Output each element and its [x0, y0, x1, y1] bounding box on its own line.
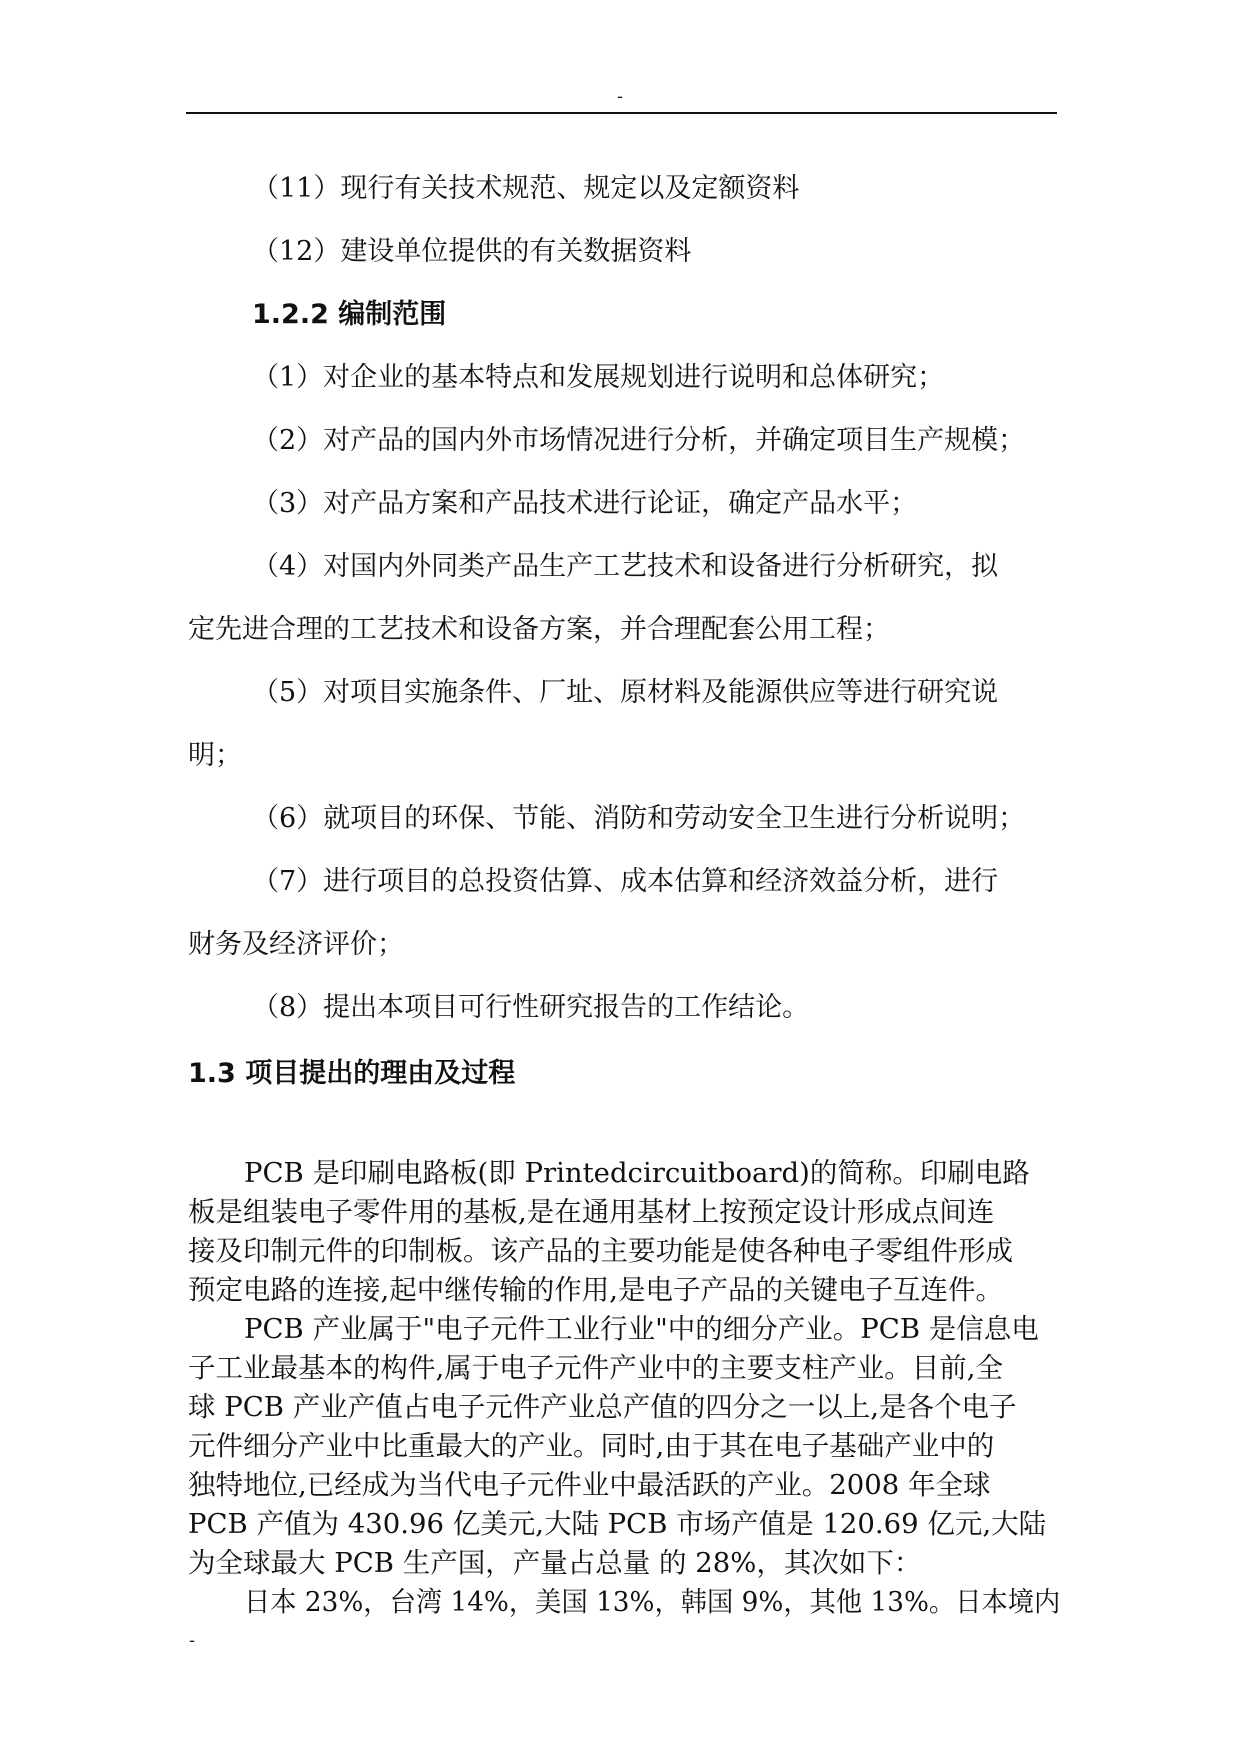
header-rule: [186, 112, 1057, 114]
header-mark: -: [617, 86, 624, 107]
list-item: （7）进行项目的总投资估算、成本估算和经济效益分析，进行: [252, 866, 999, 897]
footer-mark: -: [189, 1630, 196, 1651]
paragraph-line: 独特地位,已经成为当代电子元件业中最活跃的产业。2008 年全球: [188, 1469, 991, 1501]
list-item-continuation: 财务及经济评价；: [188, 929, 404, 960]
paragraph-line: 板是组装电子零件用的基板,是在通用基材上按预定设计形成点间连: [188, 1196, 995, 1228]
list-item: （12）建设单位提供的有关数据资料: [252, 236, 692, 267]
paragraph-line: 子工业最基本的构件,属于电子元件产业中的主要支柱产业。目前,全: [188, 1352, 1003, 1384]
list-item: （8）提出本项目可行性研究报告的工作结论。: [252, 992, 810, 1023]
section-heading: 1.3 项目提出的理由及过程: [188, 1058, 516, 1089]
list-item: （1）对企业的基本特点和发展规划进行说明和总体研究；: [252, 362, 945, 393]
list-item: （5）对项目实施条件、厂址、原材料及能源供应等进行研究说: [252, 677, 999, 708]
list-item-continuation: 定先进合理的工艺技术和设备方案，并合理配套公用工程；: [188, 614, 890, 645]
paragraph-line: 预定电路的连接,起中继传输的作用,是电子产品的关键电子互连件。: [188, 1274, 1003, 1306]
paragraph-line: 为全球最大 PCB 生产国，产量占总量 的 28%，其次如下：: [188, 1547, 922, 1579]
paragraph-line: PCB 产值为 430.96 亿美元,大陆 PCB 市场产值是 120.69 亿元,大陆: [188, 1508, 1047, 1540]
list-item: （4）对国内外同类产品生产工艺技术和设备进行分析研究，拟: [252, 551, 999, 582]
paragraph-line: 日本 23%，台湾 14%，美国 13%，韩国 9%，其他 13%。日本境内: [244, 1586, 1061, 1618]
list-item: （3）对产品方案和产品技术进行论证，确定产品水平；: [252, 488, 918, 519]
paragraph-line: 接及印制元件的印制板。该产品的主要功能是使各种电子零组件形成: [188, 1235, 1013, 1267]
section-heading: 1.2.2 编制范围: [252, 299, 447, 330]
list-item: （6）就项目的环保、节能、消防和劳动安全卫生进行分析说明；: [252, 803, 1026, 834]
list-item-continuation: 明；: [188, 740, 242, 771]
paragraph-line: 球 PCB 产业产值占电子元件产业总产值的四分之一以上,是各个电子: [188, 1391, 1017, 1423]
list-item: （11）现行有关技术规范、规定以及定额资料: [252, 173, 800, 204]
list-item: （2）对产品的国内外市场情况进行分析，并确定项目生产规模；: [252, 425, 1026, 456]
paragraph-line: PCB 产业属于"电子元件工业行业"中的细分产业。PCB 是信息电: [244, 1313, 1039, 1345]
paragraph-line: PCB 是印刷电路板(即 Printedcircuitboard)的简称。印刷电路: [244, 1157, 1030, 1189]
paragraph-line: 元件细分产业中比重最大的产业。同时,由于其在电子基础产业中的: [188, 1430, 995, 1462]
